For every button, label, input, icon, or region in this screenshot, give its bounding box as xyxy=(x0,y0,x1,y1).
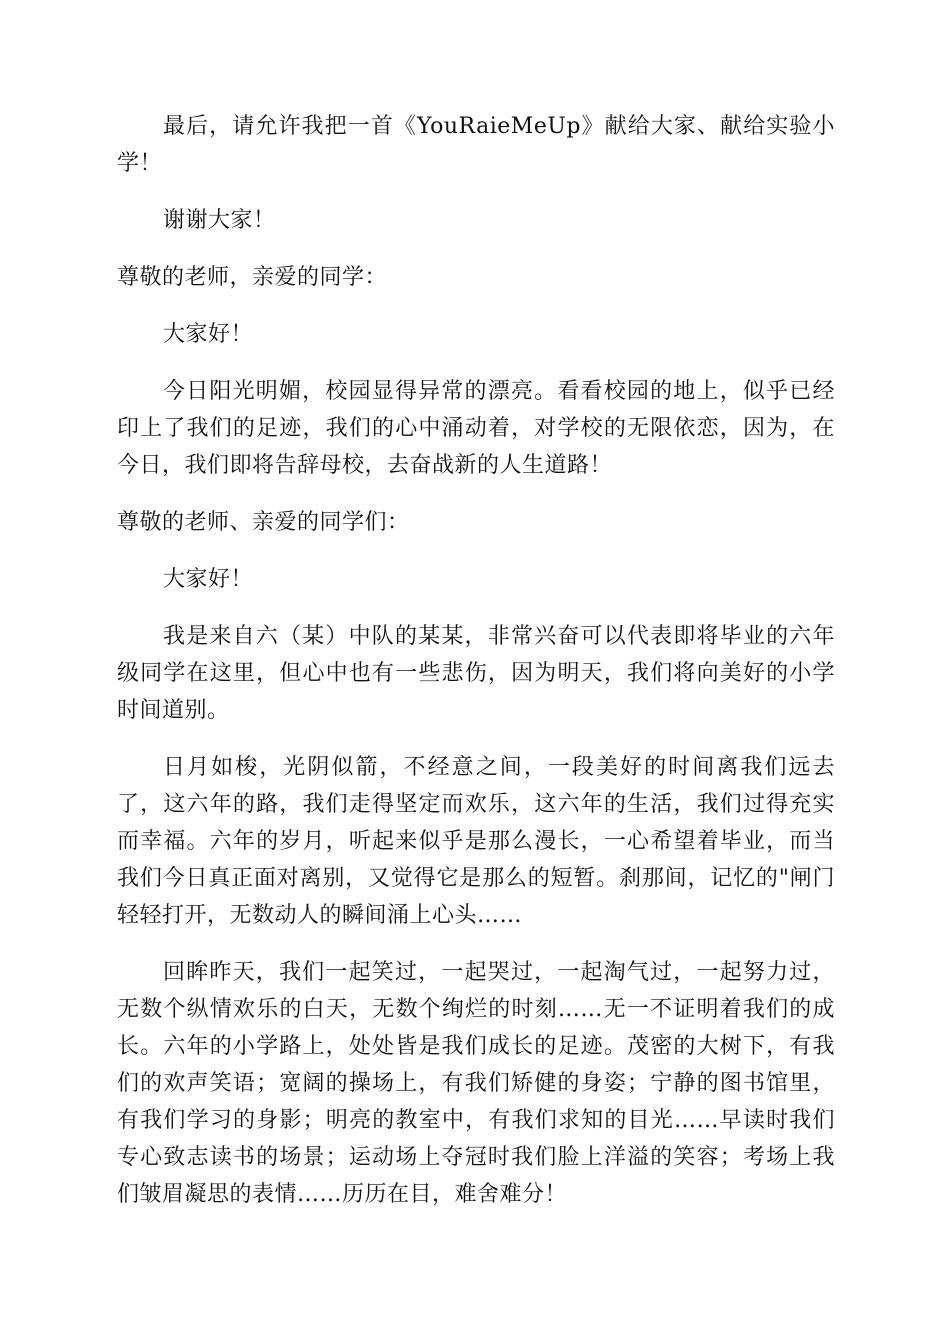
paragraph-sunny-campus: 今日阳光明媚，校园显得异常的漂亮。看看校园的地上，似乎已经印上了我们的足迹，我们的心中涌动着，对学校的无限依恋，因为，在今日，我们即将告辞母校，去奋战新的人生道路！ xyxy=(117,379,835,478)
paragraph-salutation-1: 尊敬的老师，亲爱的同学： xyxy=(117,265,388,290)
paragraph-self-intro: 我是来自六（某）中队的某某，非常兴奋可以代表即将毕业的六年级同学在这里，但心中也有一些悲伤，因为明天，我们将向美好的小学时间道别。 xyxy=(117,624,835,723)
paragraph-greeting-2: 大家好！ xyxy=(163,567,254,592)
paragraph-salutation-2: 尊敬的老师、亲爱的同学们： xyxy=(117,510,410,535)
paragraph-thanks: 谢谢大家！ xyxy=(163,208,276,233)
paragraph-looking-back: 回眸昨天，我们一起笑过，一起哭过，一起淘气过，一起努力过，无数个纵情欢乐的白天，无数个绚烂的时刻……无一不证明着我们的成长。六年的小学路上，处处皆是我们成长的足迹。茂密的大树下，有我们的欢声笑语；宽阔的操场上，有我们矫健的身姿；宁静的图书馆里，有我们学习的身影；明亮的教室中，有我们求知的目光……早读时我们专心致志读书的场景；运动场上夺冠时我们脸上洋溢的笑容；考场上我们皱眉凝思的表情……历历在目，难舍难分！ xyxy=(117,960,835,1207)
document-body xyxy=(117,108,835,1213)
paragraph-closing-dedication: 最后，请允许我把一首《YouRaieMeUp》献给大家、献给实验小学！ xyxy=(117,114,835,176)
paragraph-greeting-1: 大家好！ xyxy=(163,322,254,347)
paragraph-six-years: 日月如梭，光阴似箭，不经意之间，一段美好的时间离我们远去了，这六年的路，我们走得坚定而欢乐，这六年的生活，我们过得充实而幸福。六年的岁月，听起来似乎是那么漫长，一心希望着毕业，而当我们今日真正面对离别，又觉得它是那么的短暂。刹那间，记忆的"闸门轻轻打开，无数动人的瞬间涌上心头…… xyxy=(117,755,835,928)
